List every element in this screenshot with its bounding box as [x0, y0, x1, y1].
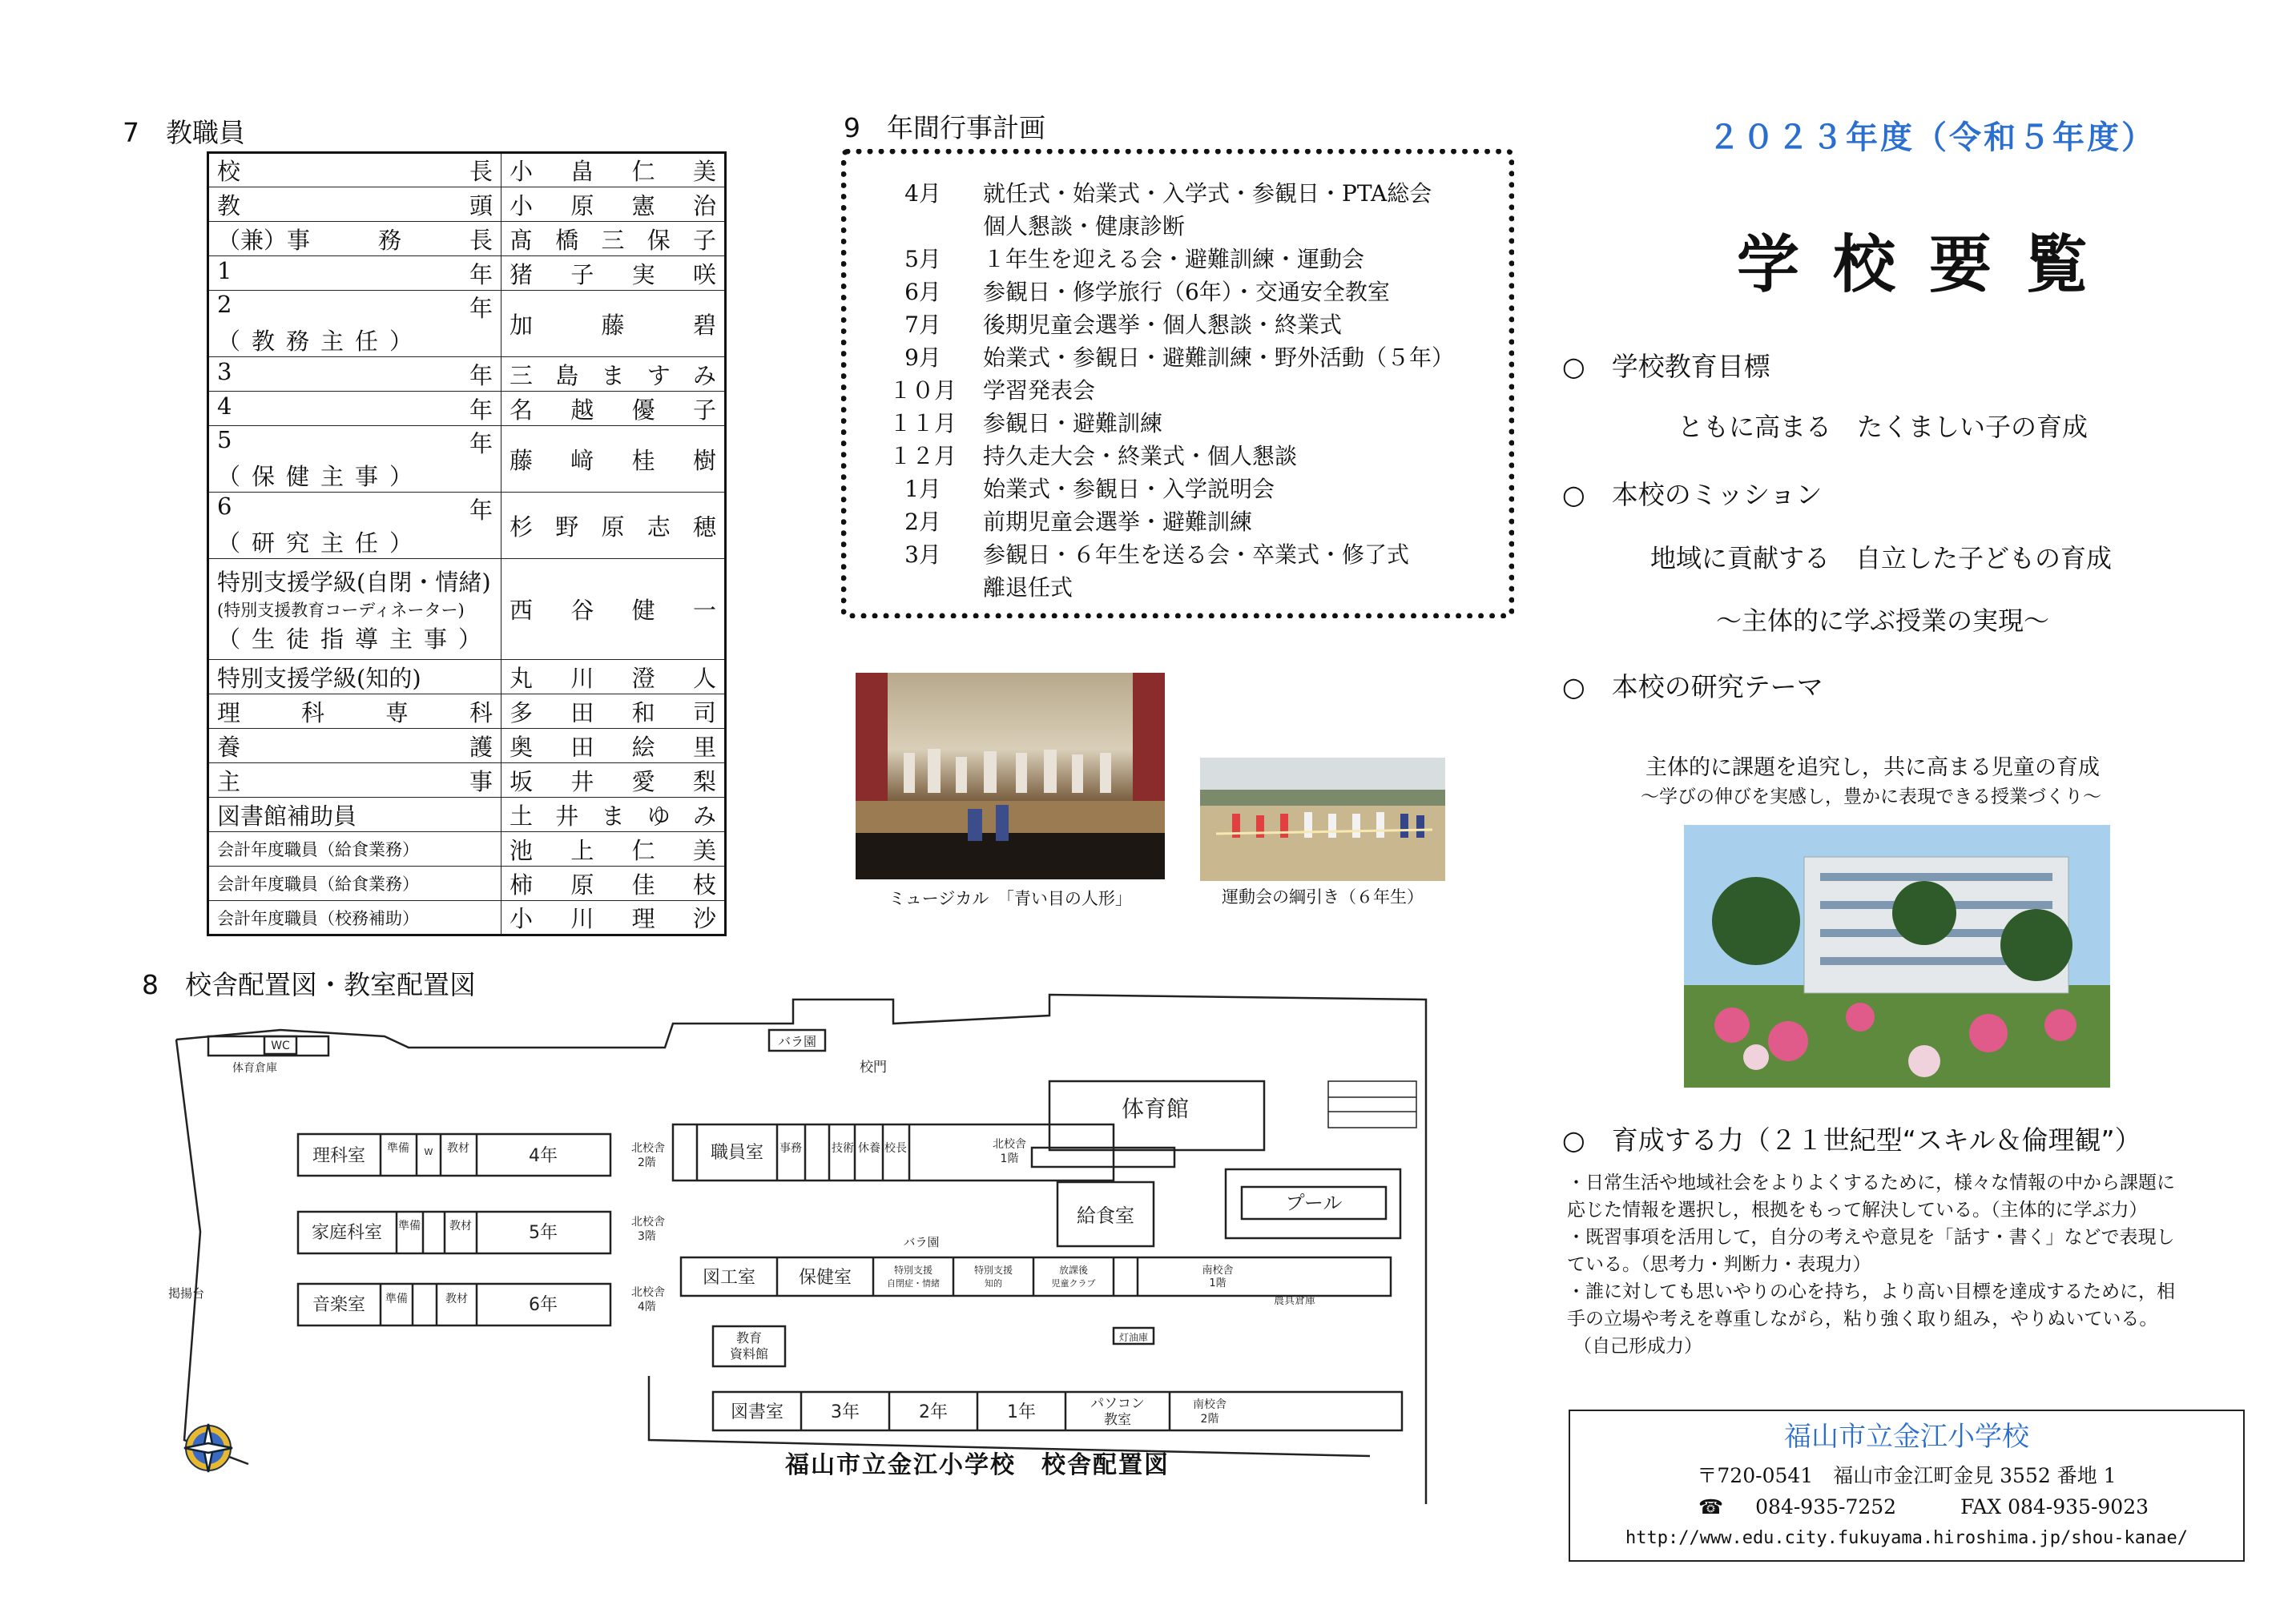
staff-role [208, 660, 501, 694]
event-text: 前期児童会選挙・避難訓練 [983, 509, 1253, 535]
svg-text:教材: 教材 [449, 1220, 472, 1233]
staff-role-part: 会計年度職員（校務補助） [217, 908, 419, 928]
svg-text:図書室: 図書室 [730, 1402, 784, 1422]
event-month: 5月 [904, 246, 941, 272]
staff-role-part: 長 [469, 158, 493, 185]
compass-icon [184, 1424, 232, 1472]
event-row [863, 243, 1509, 276]
svg-text:北校舎: 北校舎 [631, 1216, 665, 1229]
event-month: 2月 [904, 509, 941, 535]
map-caption: 福山市立金江小学校 校舎配置図 [785, 1451, 1170, 1479]
svg-text:W: W [424, 1147, 433, 1157]
staff-role-part: 年 [469, 295, 493, 322]
staff-role [208, 392, 501, 426]
svg-text:1階: 1階 [1000, 1152, 1019, 1165]
abilities-text [1567, 1169, 2240, 1360]
staff-row [208, 798, 726, 832]
event-row [863, 374, 1509, 407]
contact-address: 〒720-0541 福山市金江町金見 3552 番地 1 [1697, 1464, 2117, 1487]
heading-abilities: ○ 育成する力（２１世紀型“スキル＆倫理観”） [1562, 1124, 2141, 1156]
staff-role-part: 長 [469, 226, 493, 254]
svg-text:技術: 技術 [832, 1142, 854, 1155]
ability-3c: （自己形成力） [1573, 1336, 1702, 1357]
svg-text:給食室: 給食室 [1077, 1205, 1134, 1227]
staff-row [208, 559, 726, 660]
musical-photo [856, 673, 1165, 879]
event-month: １２月 [888, 443, 957, 469]
svg-text:休養: 休養 [858, 1142, 880, 1155]
event-text: 始業式・参観日・避難訓練・野外活動（５年） [983, 344, 1455, 371]
svg-text:自閉症・情緒: 自閉症・情緒 [887, 1278, 940, 1289]
events-section-title: 9 年間行事計画 [844, 112, 1045, 143]
staff-name: 猪子実咲 [501, 256, 726, 291]
svg-text:2階: 2階 [1200, 1413, 1219, 1426]
event-row [863, 571, 1509, 604]
staff-name: 西谷健一 [501, 559, 726, 660]
tug-of-war-caption: 運動会の綱引き（６年生） [1222, 887, 1424, 907]
events-list [847, 155, 1509, 604]
svg-text:特別支援: 特別支援 [973, 1265, 1013, 1276]
svg-text:3階: 3階 [638, 1230, 656, 1243]
staff-role-part: 理 [217, 698, 241, 726]
event-month: 7月 [904, 312, 941, 338]
staff-row [208, 729, 726, 763]
event-month: 3月 [904, 541, 941, 568]
svg-text:教育: 教育 [735, 1330, 763, 1345]
event-row [863, 210, 1509, 243]
event-text: 参観日・６年生を送る会・卒業式・修了式 [983, 541, 1410, 568]
event-text: 参観日・避難訓練 [983, 410, 1163, 436]
contact-url[interactable]: http://www.edu.city.fukuyama.hiroshima.jp/shou-kanae/ [1625, 1528, 2188, 1548]
svg-text:教室: 教室 [1104, 1412, 1131, 1428]
contact-tel: 084-935-7252 [1755, 1495, 1897, 1518]
event-month: 9月 [904, 344, 941, 371]
svg-text:バラ園: バラ園 [903, 1235, 940, 1249]
staff-name: 多田和司 [501, 694, 726, 729]
staff-role-sub: (特別支援教育コーディネーター) [217, 600, 465, 620]
svg-text:知的: 知的 [985, 1278, 1002, 1289]
event-month: 1月 [904, 476, 941, 502]
staff-name: 名越優子 [501, 392, 726, 426]
event-row [863, 341, 1509, 374]
staff-role-part: 図書館補助員 [217, 802, 357, 830]
staff-name: 柿原佳枝 [501, 867, 726, 901]
staff-role [208, 901, 501, 935]
staff-role-part: 年 [469, 430, 493, 457]
event-month: １１月 [888, 410, 957, 436]
event-month: 6月 [904, 279, 941, 305]
staff-role-secondary: （研究主任） [217, 529, 425, 557]
staff-row [208, 493, 726, 559]
staff-name: 坂井愛梨 [501, 763, 726, 798]
map-section-title: 8 校舎配置図・教室配置図 [142, 969, 476, 1000]
svg-text:農具倉庫: 農具倉庫 [1274, 1295, 1316, 1307]
heading-research-theme: ○ 本校の研究テーマ [1562, 671, 1823, 702]
staff-name: 加藤碧 [501, 291, 726, 357]
svg-text:理科室: 理科室 [312, 1146, 366, 1166]
event-row [863, 276, 1509, 308]
svg-text:教材: 教材 [445, 1293, 468, 1305]
event-row [863, 177, 1509, 210]
event-text: 個人懇談・健康診断 [983, 213, 1186, 239]
svg-text:職員室: 職員室 [710, 1143, 764, 1163]
svg-text:校門: 校門 [860, 1060, 887, 1076]
ability-2b: ている。（思考力・判断力・表現力） [1567, 1254, 1871, 1275]
staff-name: 土井まゆみ [501, 798, 726, 832]
staff-role-part: 務 [378, 226, 402, 254]
svg-text:パソコン: パソコン [1090, 1396, 1145, 1412]
staff-role-secondary: （生徒指導主事） [217, 625, 493, 653]
staff-name: 藤﨑桂樹 [501, 426, 726, 493]
svg-text:3年: 3年 [831, 1402, 860, 1422]
year-heading: ２０２３年度（令和５年度） [1708, 119, 2156, 156]
staff-role-part: 特別支援学級(知的) [217, 664, 421, 692]
event-text: 後期児童会選挙・個人懇談・終業式 [983, 312, 1343, 338]
staff-role-part: 事 [469, 767, 493, 795]
staff-role-part: 科 [469, 698, 493, 726]
staff-role-part: 年 [469, 361, 493, 389]
svg-text:6年: 6年 [529, 1295, 558, 1315]
svg-text:保健室: 保健室 [798, 1268, 852, 1288]
staff-role-part: 主 [217, 767, 241, 795]
school-map [152, 992, 1450, 1507]
event-row [863, 440, 1509, 473]
svg-text:プール: プール [1285, 1192, 1343, 1214]
contact-phone-row [1570, 1495, 2243, 1518]
staff-role-part: 3 [217, 357, 232, 385]
svg-text:南校舎: 南校舎 [1193, 1398, 1227, 1411]
svg-text:北校舎: 北校舎 [631, 1142, 665, 1155]
ability-1a: ・日常生活や地域社会をよりよくするために，様々な情報の中から課題に [1567, 1173, 2175, 1193]
event-row [863, 407, 1509, 440]
svg-text:音楽室: 音楽室 [312, 1295, 366, 1315]
staff-role [208, 694, 501, 729]
svg-text:準備: 準備 [387, 1142, 409, 1155]
staff-role-part: 6 [217, 493, 232, 520]
staff-row [208, 694, 726, 729]
staff-role-part: （兼）事 [217, 226, 311, 254]
staff-row [208, 357, 726, 392]
staff-role [208, 153, 501, 187]
staff-role [208, 222, 501, 256]
staff-role [208, 729, 501, 763]
svg-text:資料館: 資料館 [729, 1346, 769, 1362]
staff-role-part: 年 [469, 396, 493, 424]
staff-row [208, 153, 726, 187]
staff-role-part: 養 [217, 733, 241, 761]
svg-text:WC: WC [271, 1040, 290, 1052]
svg-text:北校舎: 北校舎 [993, 1138, 1026, 1151]
research-theme: 主体的に課題を追究し，共に高まる児童の育成 [1645, 755, 2100, 780]
event-text: 離退任式 [983, 574, 1073, 601]
staff-role-part: 校 [217, 158, 241, 185]
staff-role-part: 会計年度職員（給食業務） [217, 875, 419, 894]
event-text: １年生を迎える会・避難訓練・運動会 [983, 246, 1365, 272]
staff-row [208, 256, 726, 291]
staff-name: 三島ますみ [501, 357, 726, 392]
staff-row [208, 901, 726, 935]
contact-school-name: 福山市立金江小学校 [1784, 1421, 2029, 1453]
ability-3a: ・誰に対しても思いやりの心を持ち，より高い目標を達成するために，相 [1567, 1281, 2175, 1302]
staff-role [208, 357, 501, 392]
event-month: １０月 [888, 377, 957, 404]
staff-role-part: 1 [217, 256, 232, 284]
ability-3b: 手の立場や考えを尊重しながら，粘り強く取り組み，やりぬいている。 [1567, 1309, 2158, 1329]
staff-role-secondary: （保健主事） [217, 463, 425, 490]
event-row [863, 538, 1509, 571]
staff-role [208, 426, 501, 493]
staff-name: 丸川澄人 [501, 660, 726, 694]
staff-role [208, 187, 501, 222]
svg-text:5年: 5年 [529, 1223, 558, 1243]
svg-text:準備: 準備 [385, 1293, 408, 1305]
svg-text:掲揚台: 掲揚台 [168, 1286, 205, 1301]
svg-text:南校舎: 南校舎 [1202, 1265, 1234, 1277]
event-row [863, 473, 1509, 505]
svg-text:準備: 準備 [398, 1220, 421, 1233]
svg-text:校長: 校長 [884, 1142, 907, 1155]
events-box [841, 149, 1514, 618]
event-month [863, 571, 983, 604]
staff-role-part: 護 [469, 733, 493, 761]
svg-text:体育倉庫: 体育倉庫 [232, 1062, 277, 1075]
event-month [863, 210, 983, 243]
heading-education-goal: ○ 学校教育目標 [1562, 351, 1770, 382]
event-text: 持久走大会・終業式・個人懇談 [983, 443, 1298, 469]
svg-text:バラ園: バラ園 [777, 1034, 817, 1049]
staff-role-part: 教 [217, 191, 241, 219]
svg-text:2階: 2階 [638, 1156, 656, 1169]
staff-row [208, 867, 726, 901]
staff-name: 小畠仁美 [501, 153, 726, 187]
staff-role-part: 4 [217, 392, 232, 420]
staff-name: 小原憲治 [501, 187, 726, 222]
education-goal: ともに高まる たくましい子の育成 [1678, 412, 2089, 442]
staff-name: 池上仁美 [501, 832, 726, 867]
musical-caption: ミュージカル 「青い目の人形」 [888, 889, 1132, 908]
svg-text:4階: 4階 [638, 1301, 656, 1313]
staff-role-part: 特別支援学級(自閉・情緒) [217, 568, 491, 596]
staff-row [208, 832, 726, 867]
staff-role-part: 専 [385, 698, 409, 726]
staff-role [208, 867, 501, 901]
staff-role-part: 2 [217, 291, 232, 318]
research-theme-sub: ～学びの伸びを実感し，豊かに表現できる授業づくり～ [1641, 786, 2101, 807]
staff-role-part: 科 [301, 698, 325, 726]
event-text: 学習発表会 [983, 377, 1096, 404]
contact-fax: FAX 084-935-9023 [1960, 1495, 2149, 1518]
event-text: 始業式・参観日・入学説明会 [983, 476, 1275, 502]
contact-box [1569, 1410, 2245, 1562]
svg-text:1階: 1階 [1209, 1277, 1227, 1289]
svg-text:事務: 事務 [779, 1142, 802, 1155]
staff-row [208, 392, 726, 426]
svg-text:灯油庫: 灯油庫 [1118, 1332, 1149, 1343]
mission-subtext: ～主体的に学ぶ授業の実現～ [1716, 605, 2050, 636]
staff-role [208, 256, 501, 291]
staff-row [208, 660, 726, 694]
heading-mission: ○ 本校のミッション [1562, 479, 1823, 510]
main-title: 学校要覧 [1737, 228, 2122, 301]
svg-text:児童クラブ: 児童クラブ [1051, 1278, 1096, 1289]
staff-role-part: 頭 [469, 191, 493, 219]
svg-text:2年: 2年 [919, 1402, 948, 1422]
svg-text:放課後: 放課後 [1058, 1265, 1089, 1276]
staff-role [208, 763, 501, 798]
staff-role-secondary: （教務主任） [217, 328, 425, 355]
staff-table [207, 151, 727, 936]
staff-role [208, 832, 501, 867]
staff-row [208, 763, 726, 798]
svg-text:4年: 4年 [529, 1146, 558, 1166]
staff-row [208, 426, 726, 493]
mission-text: 地域に貢献する 自立した子どもの育成 [1650, 543, 2113, 573]
event-text: 就任式・始業式・入学式・参観日・PTA総会 [983, 180, 1432, 207]
tug-of-war-photo [1200, 758, 1445, 881]
staff-role [208, 291, 501, 357]
ability-2a: ・既習事項を活用して，自分の考えや意見を「話す・書く」などで表現し [1567, 1227, 2175, 1248]
staff-row [208, 187, 726, 222]
ability-1b: 応じた情報を選択し，根拠をもって解決している。（主体的に学ぶ力） [1567, 1200, 2148, 1221]
event-row [863, 308, 1509, 341]
staff-role-part: 年 [469, 497, 493, 524]
school-building-photo [1684, 825, 2110, 1088]
svg-text:体育館: 体育館 [1121, 1096, 1190, 1122]
svg-text:教材: 教材 [447, 1142, 469, 1155]
staff-role [208, 798, 501, 832]
event-row [863, 505, 1509, 538]
svg-text:家庭科室: 家庭科室 [311, 1223, 383, 1243]
staff-role-part: 年 [469, 260, 493, 288]
event-text: 参観日・修学旅行（6年）・交通安全教室 [983, 279, 1390, 305]
staff-section-title: 7 教職員 [123, 117, 245, 148]
svg-text:1年: 1年 [1007, 1402, 1036, 1422]
staff-role [208, 559, 501, 660]
staff-row [208, 291, 726, 357]
telephone-icon: ☎ [1698, 1495, 1724, 1518]
staff-row [208, 222, 726, 256]
staff-role [208, 493, 501, 559]
svg-text:特別支援: 特別支援 [893, 1265, 933, 1276]
staff-role-part: 5 [217, 426, 232, 453]
svg-text:北校舎: 北校舎 [631, 1286, 665, 1299]
staff-table-wrap [207, 151, 727, 936]
staff-role-part: 会計年度職員（給食業務） [217, 840, 419, 859]
staff-name: 奥田絵里 [501, 729, 726, 763]
staff-name: 杉野原志穂 [501, 493, 726, 559]
event-month: 4月 [904, 180, 941, 207]
svg-text:図工室: 図工室 [702, 1268, 756, 1288]
staff-name: 髙橋三保子 [501, 222, 726, 256]
staff-name: 小川理沙 [501, 901, 726, 935]
